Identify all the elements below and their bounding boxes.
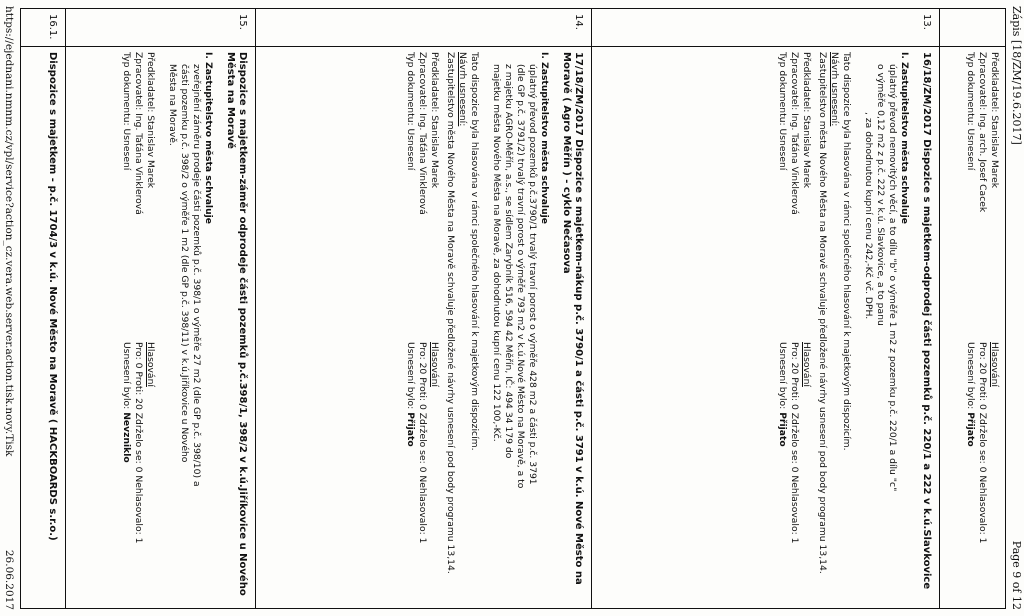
continued-item-footer <box>964 52 1000 600</box>
vote-result: Pro: 20 Proti: 0 Zdrželo se: 0 Nehlasovalo: 1 <box>977 342 988 544</box>
body-line: (dle GP p.č. 3791/2) trvalý travní porost o výměře 793 m2 v k.ú.Nové Město na Moravě, a to <box>515 64 526 489</box>
table-top-border <box>1005 8 1006 608</box>
row-divider <box>65 8 66 608</box>
processor-text: Zpracovatel: Ing. Taťána Vinklerová <box>789 52 800 215</box>
doc-type-text: Typ dokumentu: Usnesení <box>405 52 416 171</box>
page-footer-url: https://ejednani.nmnm.cz/vpl/service?action_cz.vera.web.server.action.tisk.novy.Tisk <box>3 6 15 457</box>
row-divider <box>591 8 592 608</box>
item-number: 13. <box>921 14 932 30</box>
agenda-item-14 <box>404 52 584 600</box>
row-divider <box>255 8 256 608</box>
proposal-label: Návrh usnesení: <box>829 52 840 127</box>
item-number: 14. <box>573 14 584 30</box>
proposer-text: Předkladatel: Stanislav Marek <box>429 52 440 189</box>
proposal-text: Zastupitelstvo města Nového Města na Moravě schvaluje předložené návrhy usnesení pod body programu 13,14. <box>445 52 456 574</box>
resolution-status: Usnesení bylo: Přijato <box>777 342 788 447</box>
vote-label: Hlasování <box>801 342 812 387</box>
resolution-heading: I. Zastupitelstvo města schvaluje <box>539 52 550 225</box>
resolution-heading: I. Zastupitelstvo města schvaluje <box>899 52 910 225</box>
doc-type-text: Typ dokumentu: Usnesení <box>965 52 976 171</box>
proposer-text: Předkladatel: Stanislav Marek <box>989 52 1000 189</box>
item-number: 15. <box>237 14 248 30</box>
agenda-item-13 <box>776 52 932 600</box>
table-column-divider <box>21 46 1006 47</box>
body-line: části pozemku p.č. 398/2 o výměře 1 m2 (dle GP p.č. 398/11) v k.ú.Jiříkovice u Nového <box>179 64 190 463</box>
vote-result: Pro: 0 Proti: 20 Zdrželo se: 0 Nehlasovalo: 1 <box>133 342 144 544</box>
row-divider <box>939 8 940 608</box>
resolution-status: Usnesení bylo: Přijato <box>965 342 976 447</box>
body-line: , za dohodnutou kupní cenu 242,-Kč vč. DPH. <box>863 112 874 320</box>
body-line: úplatný převod nemovitých věcí, a to dílu "b" o výměře 1 m2 z pozemku p.č. 220/1 a dílu "c" <box>887 64 898 492</box>
item-title: Dispozice s majetkem-záměr odprodeje části pozemků p.č.398/1, 398/2 v k.ú.Jiříkovice u Nového Města na Moravě <box>225 52 248 596</box>
agenda-item-16-1 <box>46 52 58 600</box>
processor-text: Zpracovatel: Ing. Taťána Vinklerová <box>133 52 144 215</box>
vote-label: Hlasování <box>145 342 156 387</box>
page-footer-date: 26.06.2017 <box>3 549 15 610</box>
table-left-border <box>21 8 1006 9</box>
resolution-status: Usnesení bylo: Nevzniklo <box>121 342 132 463</box>
body-line: o výměře 0,12 m2 z p.č. 222 v k.ú. Slavkovice, a to panu <box>875 64 886 326</box>
agenda-item-15 <box>120 52 248 600</box>
vote-result: Pro: 20 Proti: 0 Zdrželo se: 0 Nehlasovalo: 1 <box>789 342 800 544</box>
page-header-number: Page 9 of 12 <box>1010 540 1023 610</box>
vote-label: Hlasování <box>989 342 1000 387</box>
doc-type-text: Typ dokumentu: Usnesení <box>777 52 788 171</box>
item-title: 17/18/ZM/2017 Dispozice s majetkem-nákup p.č. 3790/1 a části p.č. 3791 v k.ú. Nové Město na Moravě ( Agro Měřín ) - cyklo Nečasova <box>561 52 584 585</box>
page-header-title: Zápis [18/ZM/19.6.2017] <box>1010 6 1023 145</box>
joint-vote-note: Tato dispozice byla hlasována v rámci společného hlasování k majetkovým dispozicím. <box>469 52 480 451</box>
joint-vote-note: Tato dispozice byla hlasována v rámci společného hlasování k majetkovým dispozicím. <box>841 52 852 451</box>
item-number: 16.1. <box>47 14 58 40</box>
vote-result: Pro: 20 Proti: 0 Zdrželo se: 0 Nehlasovalo: 1 <box>417 342 428 544</box>
body-line: z majetku AGRO-Měřín, a.s., se sídlem Zarybník 516, 594 42 Měřín, IČ: 494 34 179 do <box>503 64 514 459</box>
resolution-status: Usnesení bylo: Přijato <box>405 342 416 447</box>
doc-type-text: Typ dokumentu: Usnesení <box>121 52 132 171</box>
proposal-label: Návrh usnesení: <box>457 52 468 127</box>
proposer-text: Předkladatel: Stanislav Marek <box>145 52 156 189</box>
proposal-text: Zastupitelstvo města Nového Města na Moravě schvaluje předložené návrhy usnesení pod body programu 13,14. <box>817 52 828 574</box>
item-title: Dispozice s majetkem - p.č. 1704/3 v k.ú. Nové Město na Moravě ( HACKBOARDS s.r.o.) <box>47 52 58 541</box>
body-line: zveřejnění záměru prodeje části pozemků p.č. 398/1 o výměře 27 m2 (dle GP p.č. 398/10) a <box>191 64 202 487</box>
proposer-text: Předkladatel: Stanislav Marek <box>801 52 812 189</box>
body-line: Města na Moravě. <box>167 64 178 146</box>
item-title: 16/18/ZM/2017 Dispozice s majetkem-odprodej části pozemků p.č. 220/1 a 222 v k.ú.Slavkovice <box>921 52 932 590</box>
body-line: majetku města Nového Města na Moravě, za dohodnutou kupní cenu 122 100,-Kč. <box>491 64 502 442</box>
processor-text: Zpracovatel: Ing. arch. Josef Cacek <box>977 52 988 213</box>
vote-label: Hlasování <box>429 342 440 387</box>
processor-text: Zpracovatel: Ing. Taťána Vinklerová <box>417 52 428 215</box>
resolution-heading: I. Zastupitelstvo města schvaluje <box>203 52 214 225</box>
body-line: úplatný převod pozemků p.č.3790/1 trvalý travní porost o výměře 428 m2 a části p.č. 3791 <box>527 64 538 485</box>
